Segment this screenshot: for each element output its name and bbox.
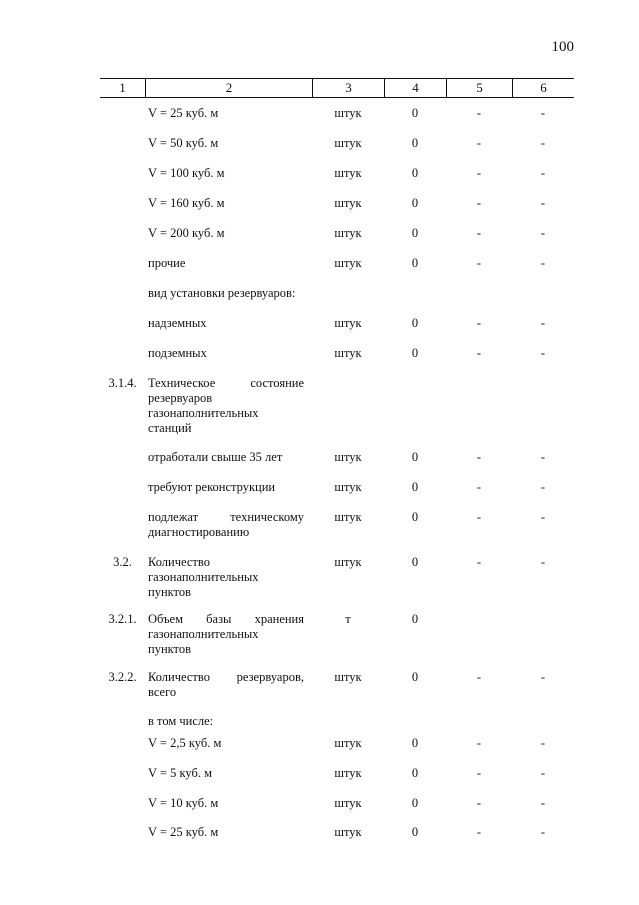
row-name: V = 10 куб. м: [148, 796, 219, 810]
row-name: вид установки резервуаров:: [148, 286, 296, 300]
row-value-4: 0: [411, 555, 419, 569]
row-value-5: -: [476, 106, 482, 120]
row-name: Техническое состояние резервуаров газонаполнительных станций: [148, 376, 304, 435]
row-value-5: -: [476, 480, 482, 494]
row-name: прочие: [148, 256, 186, 270]
column-header-6: 6: [512, 79, 574, 97]
row-name: требуют реконструкции: [148, 480, 276, 494]
row-name: V = 25 куб. м: [148, 106, 219, 120]
row-unit: штук: [334, 555, 362, 569]
row-value-6: -: [540, 796, 546, 810]
row-value-5: -: [476, 346, 482, 360]
row-name: V = 160 куб. м: [148, 196, 225, 210]
row-value-5: -: [476, 555, 482, 569]
row-value-5: -: [476, 825, 482, 839]
row-value-4: 0: [411, 736, 419, 750]
row-value-4: 0: [411, 136, 419, 150]
column-header-4: 4: [384, 79, 446, 97]
table-header: [100, 78, 574, 98]
row-unit: штук: [334, 166, 362, 180]
row-name: V = 5 куб. м: [148, 766, 212, 780]
row-value-5: -: [476, 256, 482, 270]
row-number: 3.2.: [113, 555, 132, 569]
row-value-6: -: [540, 256, 546, 270]
row-value-6: -: [540, 766, 546, 780]
row-value-5: -: [476, 166, 482, 180]
row-value-4: 0: [411, 480, 419, 494]
row-unit: штук: [334, 316, 362, 330]
page-number: 100: [551, 39, 574, 55]
row-value-5: -: [476, 226, 482, 240]
row-name: V = 100 куб. м: [148, 166, 225, 180]
row-number: 3.2.2.: [108, 670, 137, 684]
row-value-5: -: [476, 316, 482, 330]
row-value-4: 0: [411, 196, 419, 210]
row-value-4: 0: [411, 166, 419, 180]
row-unit: штук: [334, 670, 362, 684]
row-value-5: -: [476, 136, 482, 150]
row-name: отработали свыше 35 лет: [148, 450, 283, 464]
row-value-6: -: [540, 825, 546, 839]
row-name: V = 200 куб. м: [148, 226, 225, 240]
row-number: 3.1.4.: [108, 376, 137, 390]
row-unit: штук: [334, 480, 362, 494]
row-value-6: -: [540, 196, 546, 210]
row-value-4: 0: [411, 825, 419, 839]
row-value-4: 0: [411, 346, 419, 360]
row-unit: штук: [334, 226, 362, 240]
row-value-6: -: [540, 136, 546, 150]
row-unit: штук: [334, 510, 362, 524]
row-value-4: 0: [411, 256, 419, 270]
row-unit: штук: [334, 450, 362, 464]
row-value-4: 0: [411, 226, 419, 240]
row-value-6: -: [540, 166, 546, 180]
row-value-6: -: [540, 480, 546, 494]
row-unit: штук: [334, 106, 362, 120]
column-header-5: 5: [446, 79, 512, 97]
row-value-5: -: [476, 796, 482, 810]
row-name: Количество газонаполнительных пунктов: [148, 555, 259, 599]
row-name: V = 25 куб. м: [148, 825, 219, 839]
row-value-4: 0: [411, 796, 419, 810]
row-unit: штук: [334, 736, 362, 750]
row-number: 3.2.1.: [108, 612, 137, 626]
row-value-5: -: [476, 510, 482, 524]
row-unit: штук: [334, 196, 362, 210]
row-value-6: -: [540, 450, 546, 464]
row-value-5: -: [476, 670, 482, 684]
column-header-2: 2: [145, 79, 312, 97]
row-name: надземных: [148, 316, 207, 330]
row-name: V = 2,5 куб. м: [148, 736, 222, 750]
row-value-5: -: [476, 196, 482, 210]
row-unit: штук: [334, 346, 362, 360]
row-unit: штук: [334, 766, 362, 780]
row-unit: т: [345, 612, 351, 626]
row-value-4: 0: [411, 510, 419, 524]
row-name: подземных: [148, 346, 207, 360]
row-name: в том числе:: [148, 714, 214, 728]
row-value-6: -: [540, 106, 546, 120]
row-value-6: -: [540, 226, 546, 240]
row-name: Объем базы хранения газонаполнительных пунктов: [148, 612, 304, 656]
row-value-6: -: [540, 510, 546, 524]
row-value-5: -: [476, 766, 482, 780]
row-value-6: -: [540, 555, 546, 569]
row-name: Количество резервуаров, всего: [148, 670, 304, 699]
column-header-1: 1: [119, 80, 126, 95]
row-value-6: -: [540, 670, 546, 684]
row-value-6: -: [540, 346, 546, 360]
row-value-4: 0: [411, 450, 419, 464]
row-value-4: 0: [411, 670, 419, 684]
row-unit: штук: [334, 256, 362, 270]
row-unit: штук: [334, 825, 362, 839]
row-value-6: -: [540, 316, 546, 330]
column-header-3: 3: [312, 79, 384, 97]
row-value-4: 0: [411, 316, 419, 330]
row-value-5: -: [476, 736, 482, 750]
row-unit: штук: [334, 796, 362, 810]
row-name: подлежат техническому диагностированию: [148, 510, 304, 539]
row-name: V = 50 куб. м: [148, 136, 219, 150]
row-value-4: 0: [411, 106, 419, 120]
row-value-6: -: [540, 736, 546, 750]
row-value-4: 0: [411, 766, 419, 780]
row-value-5: -: [476, 450, 482, 464]
row-unit: штук: [334, 136, 362, 150]
row-value-4: 0: [411, 612, 419, 626]
